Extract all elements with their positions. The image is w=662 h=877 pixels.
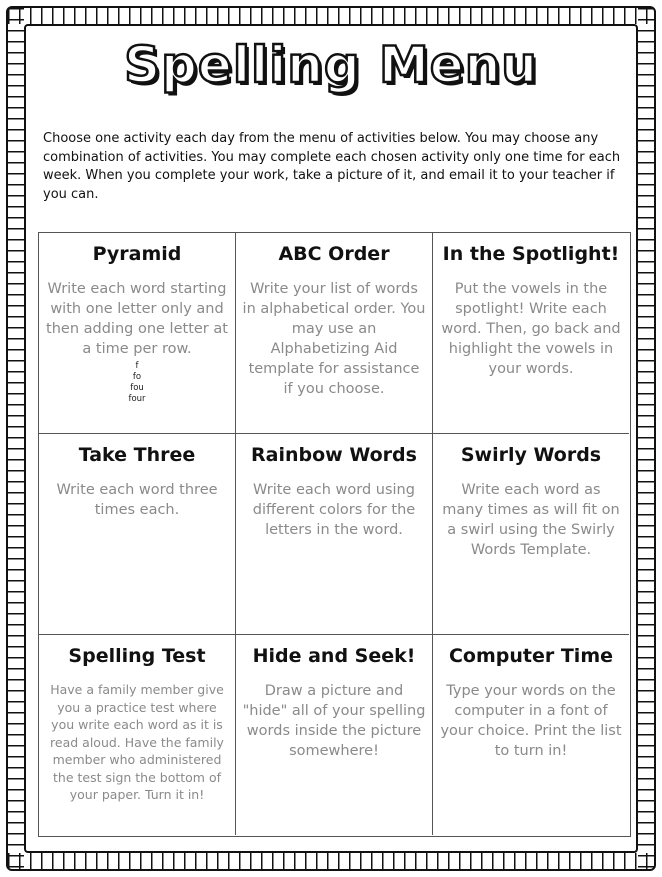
- border-ladder-bottom: [8, 853, 654, 869]
- activity-description: Put the vowels in the spotlight! Write each word. Then, go back and highlight the vowels in your words.: [441, 281, 621, 377]
- activity-title: Hide and Seek!: [252, 645, 416, 667]
- activity-title: In the Spotlight!: [442, 243, 620, 265]
- pyramid-example-row: f: [135, 361, 139, 371]
- activity-cell-computer-time: [433, 635, 629, 835]
- activity-title: Spelling Test: [68, 645, 206, 667]
- activity-cell-spelling-test: [39, 635, 236, 835]
- activity-description: Write each word using different colors for the letters in the word.: [252, 482, 416, 538]
- pyramid-example-row: four: [128, 394, 146, 404]
- activity-title: Take Three: [78, 444, 196, 466]
- page-title: Spelling Menu: [124, 36, 538, 94]
- activity-cell-in-the-spotlight: [433, 233, 629, 434]
- activity-description: Write your list of words in alphabetical order. You may use an Alphabetizing Aid template for assistance if you choose.: [242, 281, 426, 397]
- activity-description: Type your words on the computer in a font of your choice. Print the list to turn in!: [440, 683, 622, 759]
- activity-cell-swirly-words: [433, 434, 629, 635]
- activity-description: Write each word as many times as will fit on a swirl using the Swirly Words Template.: [442, 482, 620, 558]
- border-ladder-left: [8, 8, 24, 869]
- activity-cell-take-three: [39, 434, 236, 635]
- activity-description: Write each word starting with one letter only and then adding one letter at a time per row.: [46, 281, 228, 357]
- pyramid-example-row: fo: [132, 372, 142, 382]
- activity-description: Have a family member give you a practice test where you write each word as it is read aloud. Have the family member who administered the test sign the bottom of your paper. Turn it in!: [50, 682, 224, 802]
- pyramid-example: [45, 361, 229, 405]
- activity-cell-rainbow-words: [236, 434, 433, 635]
- activity-cell-hide-and-seek: [236, 635, 433, 835]
- activity-description: Draw a picture and "hide" all of your spelling words inside the picture somewhere!: [242, 683, 426, 759]
- activity-description: Write each word three times each.: [56, 482, 218, 518]
- instructions-paragraph: Choose one activity each day from the menu of activities below. You may choose any combination of activities. You may complete each chosen activity only one time for each week. When you complete your work, take a picture of it, and email it to your teacher if you can.: [43, 131, 621, 202]
- activity-title: Pyramid: [92, 243, 182, 265]
- activity-title: Rainbow Words: [251, 444, 417, 466]
- activity-title: Swirly Words: [460, 444, 602, 466]
- activity-title: Computer Time: [448, 645, 614, 667]
- activity-title: ABC Order: [278, 243, 390, 265]
- activity-menu-grid: [38, 232, 631, 837]
- pyramid-example-row: fou: [130, 383, 144, 393]
- border-ladder-top: [8, 8, 654, 24]
- activity-cell-pyramid: [39, 233, 236, 434]
- border-ladder-right: [638, 8, 654, 869]
- activity-cell-abc-order: [236, 233, 433, 434]
